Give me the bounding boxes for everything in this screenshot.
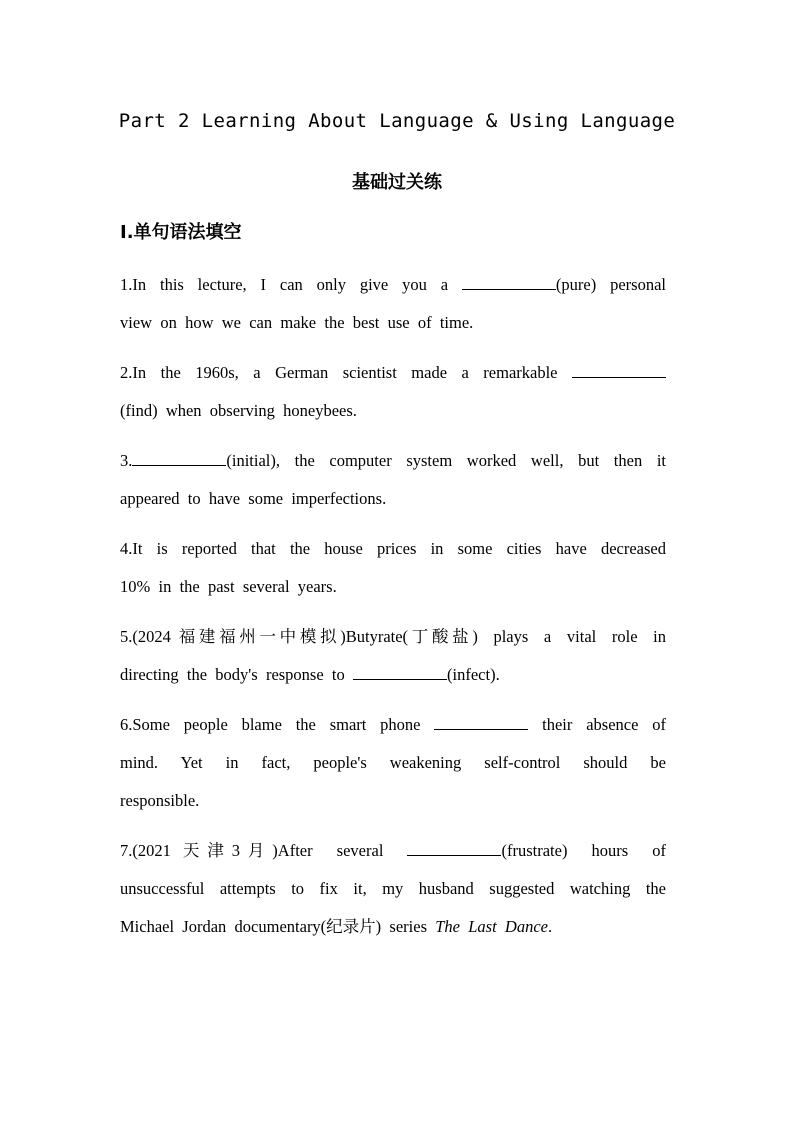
answer-blank (572, 363, 666, 378)
page-title: Part 2 Learning About Language & Using Language (118, 110, 676, 132)
answer-blank (407, 841, 501, 856)
answer-blank (132, 451, 226, 466)
exercise-item-3: 3. (initial), the computer system worked well, but then it appeared to have some imperfections. (120, 451, 666, 508)
exercise-item-4: 4.It is reported that the house prices in some cities have decreased 10% in the past several years. (120, 539, 666, 596)
exercise-item-2: 2.In the 1960s, a German scientist made a remarkable (find) when observing honeybees. (120, 354, 666, 430)
exercise-list (120, 266, 666, 958)
answer-blank (462, 275, 556, 290)
answer-blank (353, 665, 447, 680)
answer-blank (434, 715, 528, 730)
exercise-item-1: 1.In this lecture, I can only give you a (pure) personal view on how we can make the best use of time. (120, 275, 666, 332)
page-subtitle: 基础过关练 (352, 172, 442, 193)
exercise-item-5: 5.(2024 福建福州一中模拟)Butyrate(丁酸盐) plays a vital role in directing the body's response to (infect). (120, 627, 666, 684)
exercise-item-7: 7.(2021 天津3月)After several (frustrate) hours of unsuccessful attempts to fix it, my husband suggested watching the Michael Jordan documentary(纪录片) series The Last Dance. (120, 841, 666, 936)
section-heading: Ⅰ.单句语法填空 (120, 222, 242, 243)
italic-title: The Last Dance (435, 917, 548, 936)
exercise-item-6: 6.Some people blame the smart phone their absence of mind. Yet in fact, people's weakening self-control should be responsible. (120, 715, 666, 810)
